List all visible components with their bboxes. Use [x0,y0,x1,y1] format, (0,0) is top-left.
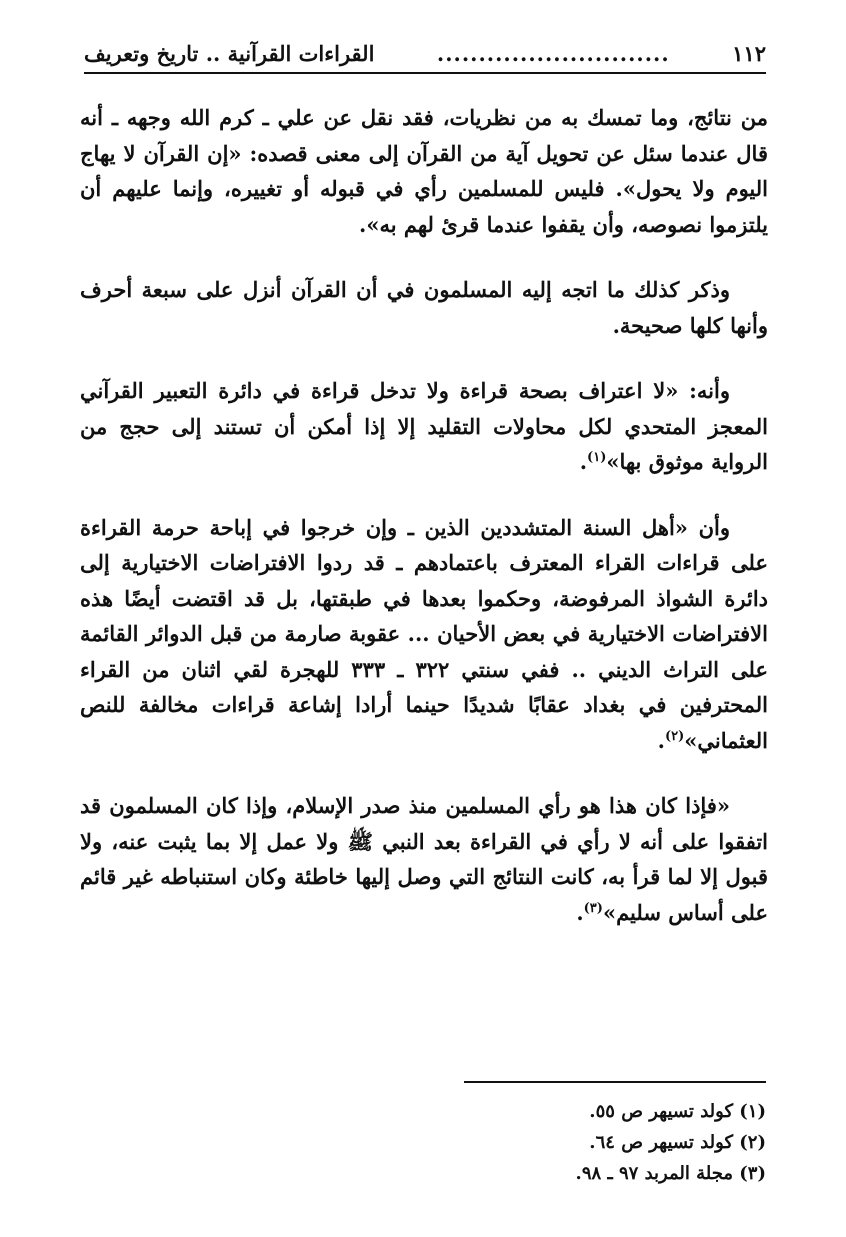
paragraph-1-text: من نتائج، وما تمسك به من نظريات، فقد نقل عن علي ـ كرم الله وجهه ـ أنه قال عندما سئل عن تحويل آية من القرآن إلى معنى قصده: «إن القرآن لا يهاج اليوم ولا يحول». فليس للمسلمين رأي في قبوله أو تغييره، وإنما عليهم أن يلتزموا نصوصه، وأن يقفوا عندما قرئ لهم به». [80,105,768,237]
header-title: القراءات القرآنية .. تاريخ وتعريف [84,41,375,66]
paragraph-3 [80,373,768,480]
paragraph-2 [80,272,768,343]
paragraph-4-end: . [657,727,665,753]
footnote-ref-2[interactable]: (٢) [664,728,685,744]
footnotes [84,1096,766,1189]
paragraph-5-end: . [576,899,584,925]
body-text [80,100,768,960]
paragraph-5 [80,788,768,930]
footnote-3: (٣) مجلة المربد ٩٧ ـ ٩٨. [575,1163,766,1184]
footnote-ref-3[interactable]: (٣) [583,900,603,916]
paragraph-3-end: . [579,449,588,474]
footnote-divider [464,1081,766,1083]
paragraph-4-text: وأن «أهل السنة المتشددين الذين ـ وإن خرجوا في إباحة حرمة القراءة على قراءات القراء المعترف باعتمادهم ـ قد ردوا الافتراضات الاختيارية إلى دائرة الشواذ المرفوضة، وحكموا بعدها في طبقتها، بل قد اقتضت أيضًا هذه الافتراضات الاختيارية في بعض الأحيان ... عقوبة صارمة من قبل الدوائر القائمة على التراث الديني .. ففي سنتي ٣٢٢ ـ ٣٣٣ للهجرة لقي اثنان من القراء المحترفين في بغداد عقابًا شديدًا حينما أرادا إشاعة قراءات مخالفة للنص العثماني» [80,514,768,753]
footnote-2: (٢) كولد تسيهر ص ٦٤. [589,1132,766,1153]
running-header [84,34,766,74]
paragraph-5-text: «فإذا كان هذا هو رأي المسلمين منذ صدر الإسلام، وإذا كان المسلمون قد اتفقوا على أنه لا رأي في القراءة بعد النبي ﷺ ولا عمل إلا بما يثبت عنه، ولا قبول إلا لما قرأ به، كانت النتائج التي وصل إليها خاطئة وكان استنباطه غير قائم على أساس سليم» [80,793,768,925]
footnote-ref-1[interactable]: (١) [587,450,607,465]
footnote-1: (١) كولد تسيهر ص ٥٥. [589,1101,766,1122]
paragraph-2-text: وذكر كذلك ما اتجه إليه المسلمون في أن القرآن أنزل على سبعة أحرف وأنها كلها صحيحة. [80,277,768,338]
header-leader-dots: ............................ [436,41,670,66]
paragraph-3-text: وأنه: «لا اعتراف بصحة قراءة ولا تدخل قراءة في دائرة التعبير القرآني المعجز المتحدي لكل محاولات التقليد إلا إذا أمكن أن تستند إلى حجج من الرواية موثوق بها» [80,378,768,474]
paragraph-1 [80,100,768,242]
page-number: ١١٢ [732,41,766,66]
paragraph-4 [80,510,768,759]
